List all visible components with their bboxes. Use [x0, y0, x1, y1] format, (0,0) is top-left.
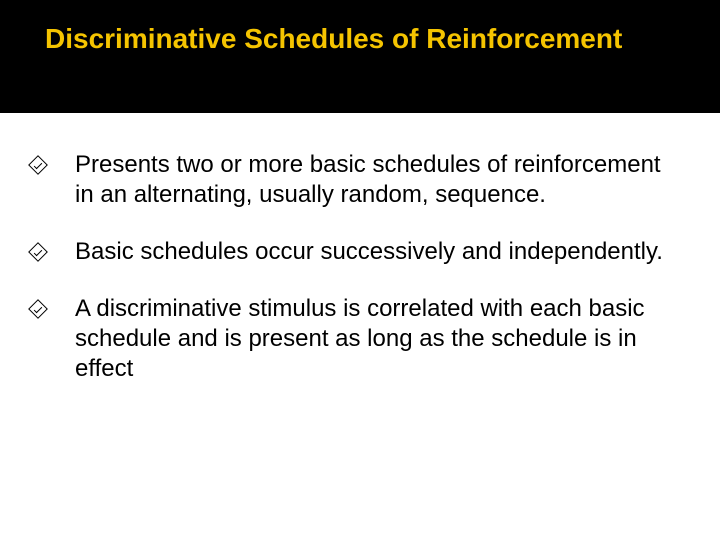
bullet-icon: [28, 242, 48, 262]
bullet-text: Presents two or more basic schedules of reinforcement in an alternating, usually random, sequence.: [75, 151, 661, 208]
bullet-icon: [28, 155, 48, 175]
bullet-icon: [28, 299, 48, 319]
bullet-text: Basic schedules occur successively and independently.: [75, 238, 663, 265]
bullet-list: [31, 150, 681, 411]
bullet-item: [31, 237, 681, 267]
slide-title: Discriminative Schedules of Reinforcement: [45, 23, 623, 54]
title-bar: [0, 0, 720, 113]
bullet-item: [31, 150, 681, 210]
bullet-text: A discriminative stimulus is correlated with each basic schedule and is present as long as the schedule is in effect: [75, 295, 645, 382]
bullet-item: [31, 294, 681, 384]
